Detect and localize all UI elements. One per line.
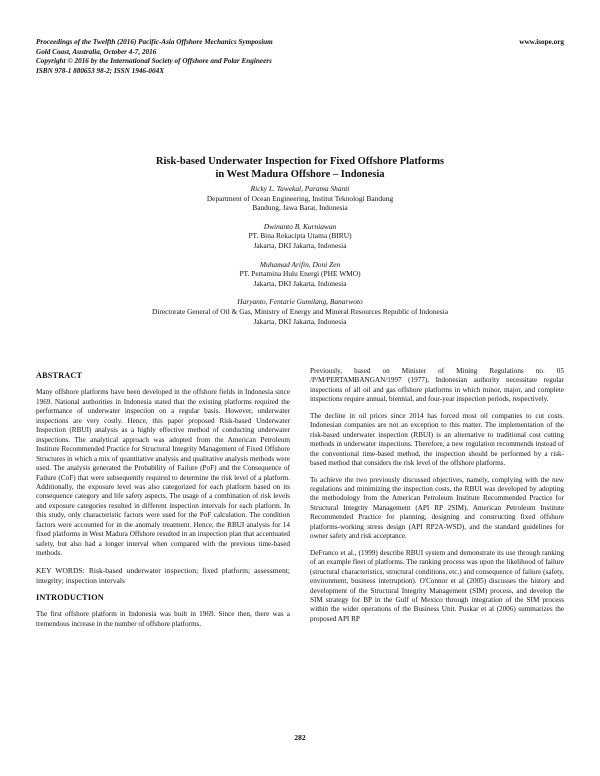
author-names: Muhamad Arifin, Doni Zen — [259, 259, 341, 269]
title-line-2: in West Madura Offshore – Indonesia — [215, 169, 385, 180]
affiliation-location: Jakarta, DKI Jakarta, Indonesia — [253, 240, 347, 250]
affiliation: PT. Pertamina Hulu Energi (PHE WMO) — [239, 269, 361, 279]
publisher-url[interactable]: www.isope.org — [519, 38, 564, 46]
affiliation-location: Jakarta, DKI Jakarta, Indonesia — [253, 278, 347, 288]
paragraph: The decline in oil prices since 2014 has forced most oil companies to cut costs. Indonesian companies are not an exception to this matter. The implementation of the risk-based underwater inspection (RBUI) is an alternative to traditional cost cutting methods in underwater inspections. Therefore, a new regulation recommends instead of the conventional time-based method, the inspection should be performed by a risk-based method that considers the risk level of the offshore platforms. — [310, 411, 564, 468]
keywords: KEY WORDS: Risk-based underwater inspection; fixed platform; assessment; integrity; inspection intervals — [36, 565, 290, 585]
header-line: Gold Coast, Australia, October 4-7, 2016 — [36, 47, 157, 56]
introduction-heading: INTRODUCTION — [36, 592, 104, 602]
affiliation-location: Jakarta, DKI Jakarta, Indonesia — [253, 316, 347, 326]
header-line: ISBN 978-1 880653 98-2; ISSN 1946-004X — [36, 66, 164, 75]
author-block — [120, 260, 480, 289]
author-block — [120, 222, 480, 251]
author-block — [120, 184, 480, 213]
left-column — [36, 371, 290, 636]
author-names: Haryanto, Fentarie Gumilang, Banarwoto — [237, 297, 363, 307]
paragraph: Previously, based on Minister of Mining Regulations no. 05 /P/M/PERTAMBANGAN/1997 (1977), Indonesian authority necessitate regular inspections of all oil and gas offshore platforms in which minor, major, and complete inspections require annual, biennial, and four-year inspection periods, respectively. — [310, 367, 564, 404]
paragraph: DeFranco et al., (1999) describe RBUI system and demonstrate its use through ranking of an example fleet of platforms. The ranking process was upon the likelihood of failure (structural characteristics, structural conditions, etc.) and consequence of failure (safety, environment, business interruption). O'Connor et al (2005) discusses the history and development of the Structural Integrity Management (SIM) process, and develop the SIM strategy for BP in the Gulf of Mexico through integration of the SIM process within the wider operations of the Business Unit. Puskar et al (2006) summarizes the proposed API RP — [310, 548, 564, 623]
author-names: Dwinanto B. Kurniawan — [263, 221, 337, 231]
header-line: Proceedings of the Twelfth (2016) Pacific-Asia Offshore Mechanics Symposium — [36, 38, 273, 46]
abstract-text: Many offshore platforms have been developed in the offshore fields in Indonesia since 1969. National authorities in Indonesia stated that the existing platforms required the performance of underwater inspection on a regular basis. However, underwater inspections are very costly. Hence, this paper proposed Risk-based Underwater Inspection (RBUI) analysis as a highly effective method of conducting underwater inspections. The analytical approach was adopted from the American Petroleum Institute Recommended Practice for Structural Integrity Management of Fixed Offshore Structures in which a mix of quantitative analysis and qualitative analysis methods were used. The analysis generated the Probability of Failure (PoF) and the Consequence of Failure (CoF) that were subsequently required to determine the risk level of a platform. Additionally, the exposure level was also categorized for each platform based on its consequence category and life safety aspects. The usage of a combination of risk levels and exposure categories resulted in different inspection intervals for each platform. In this study, only characteristic factors were used for the PoF calculation. The condition factors were accounted for in the anomaly treatment. Hence, the RBUI analysis for 14 fixed platforms in West Madura Offshore resulted in an inspection plan that accentuated safety, but also had a longer interval when compared with the previous time-based methods. — [36, 388, 290, 558]
author-block — [120, 297, 480, 326]
affiliation: Department of Ocean Engineering, Institut Teknologi Bandung — [206, 193, 394, 203]
author-list — [120, 184, 480, 335]
introduction-text: The first offshore platform in Indonesia was built in 1969. Since then, there was a tremendous increase in the number of offshore platforms. — [36, 610, 290, 628]
paper-title — [60, 155, 540, 181]
right-column — [310, 367, 564, 631]
author-names: Ricky L. Tawekal, Parama Shanti — [250, 184, 350, 193]
title-line-1: Risk-based Underwater Inspection for Fixed Offshore Platforms — [155, 156, 445, 167]
affiliation: Directorate General of Oil & Gas, Ministry of Energy and Mineral Resources Republic of Indonesia — [151, 306, 449, 316]
proceedings-header — [36, 38, 273, 76]
page-number: 282 — [294, 733, 306, 742]
affiliation: PT. Bina Rekacipta Utama (BIRU) — [248, 231, 352, 241]
header-line: Copyright © 2016 by the International Society of Offshore and Polar Engineers — [36, 57, 272, 66]
paragraph: To achieve the two previously discussed objectives, namely, complying with the new regulations and minimizing the inspection costs, the RBUI was developed by adopting the methodology from the American Petroleum Institute Recommended Practice for Structural Integrity Management (API RP 2SIM), American Petroleum Institute Recommended Practice for planning, designing and constructing fixed offshore platforms-working stress design (API RP2A-WSD), and the standard guidelines for owner safety and risk acceptance. — [310, 475, 564, 541]
abstract-heading: ABSTRACT — [36, 371, 83, 380]
affiliation-location: Bandung, Jawa Barat, Indonesia — [252, 203, 348, 213]
